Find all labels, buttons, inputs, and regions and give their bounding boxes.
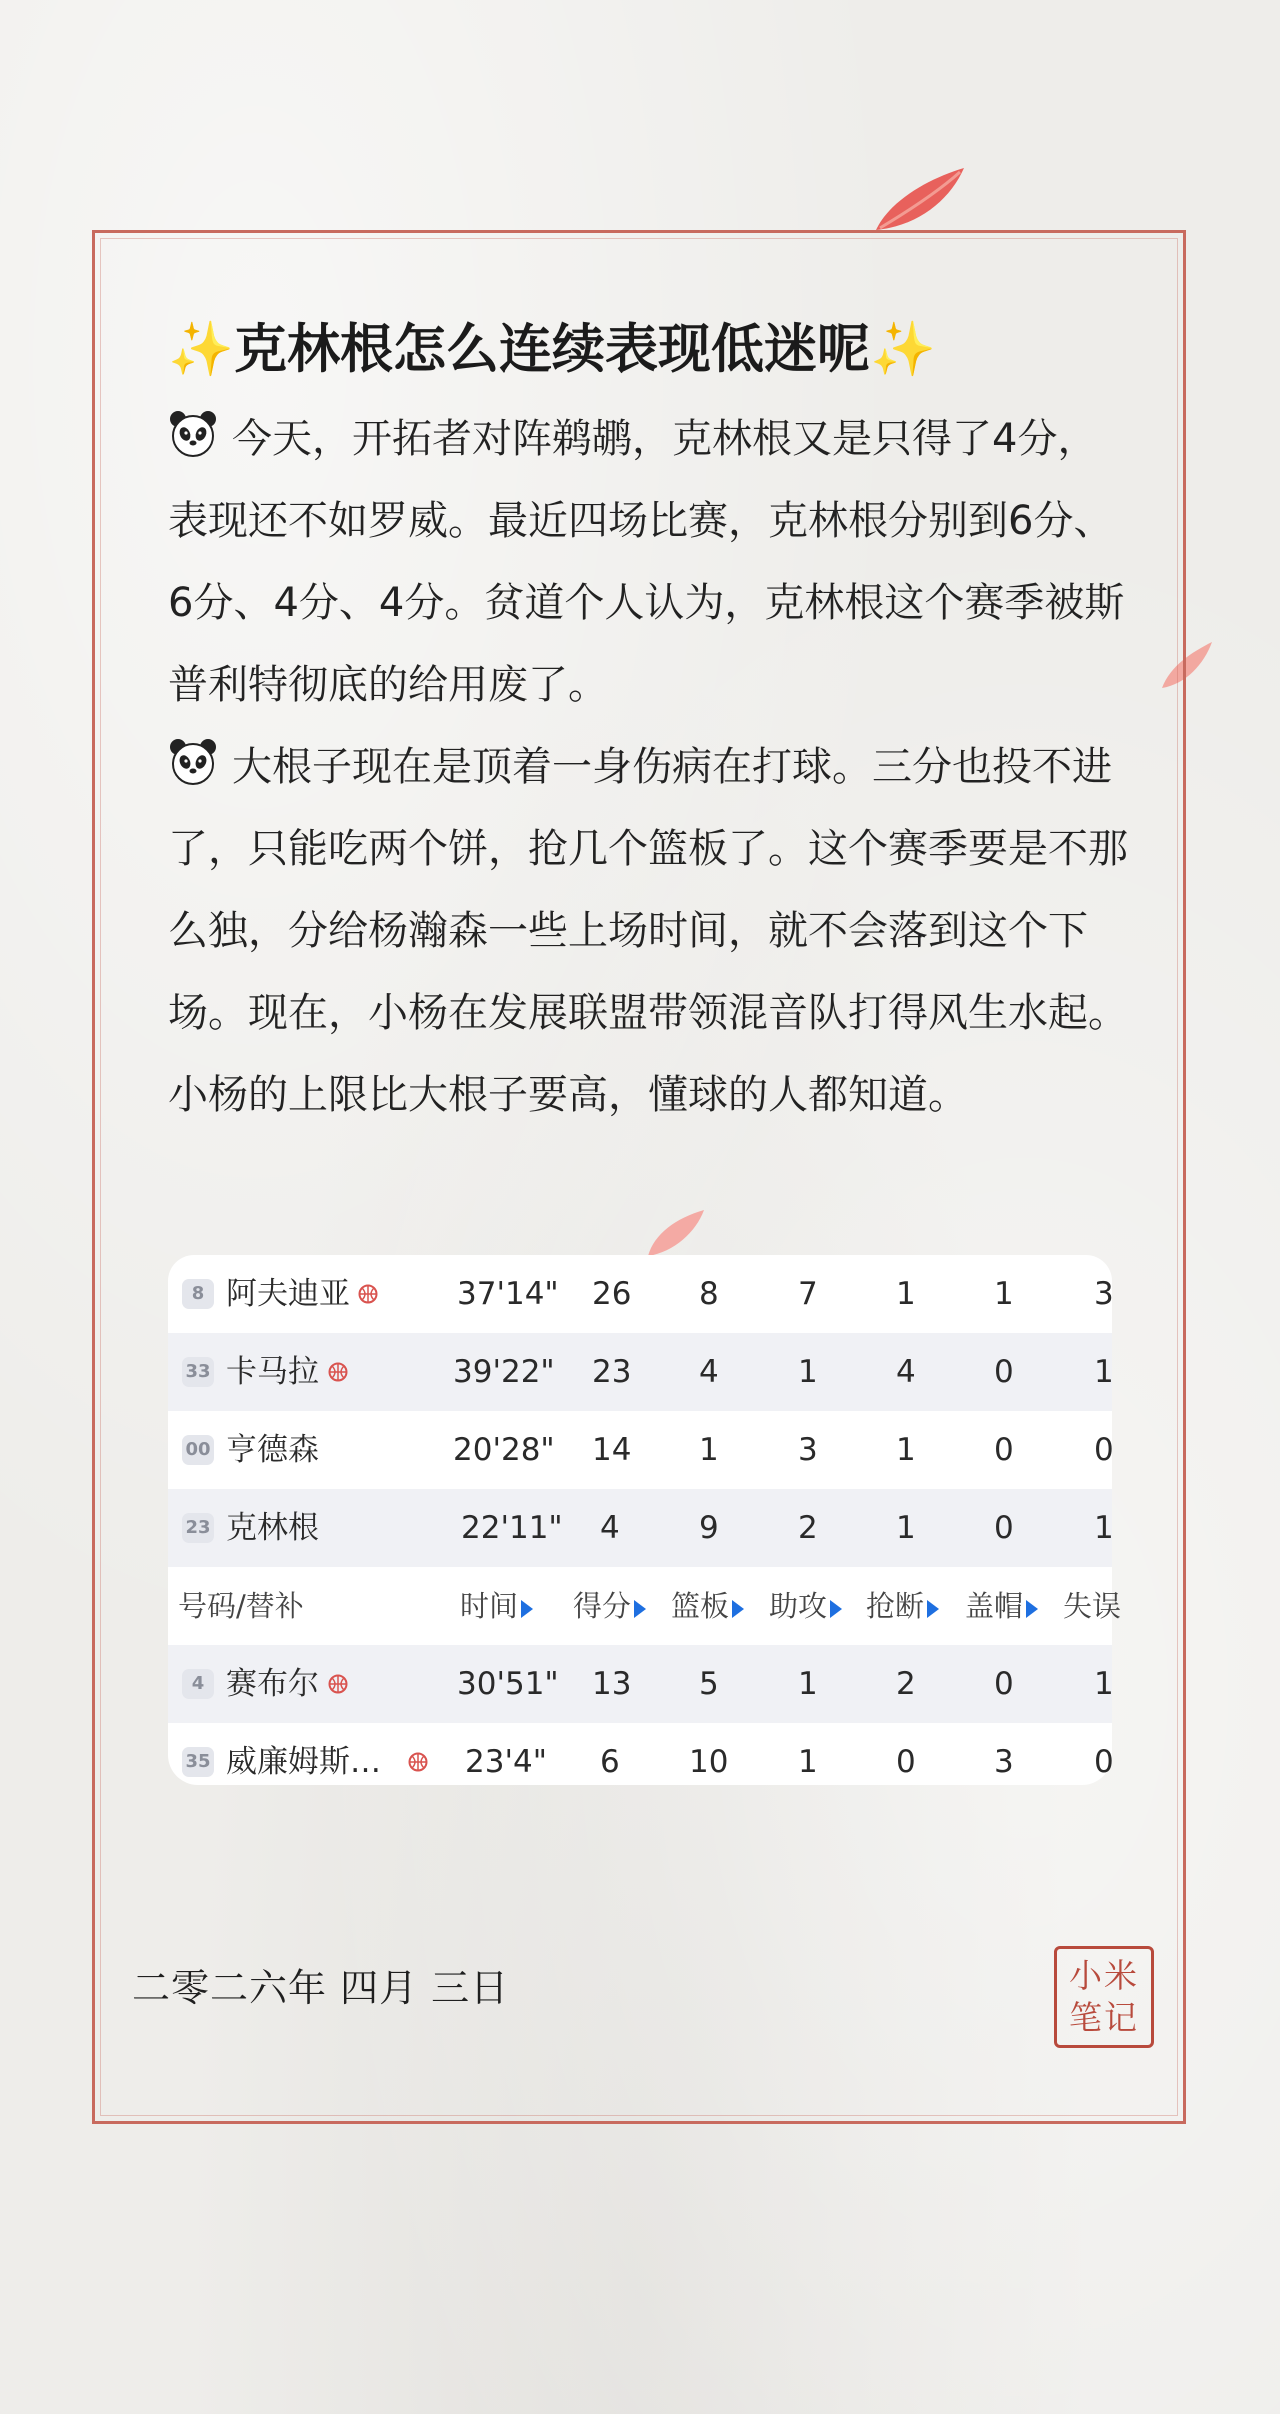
stat-steals: 1 xyxy=(896,1432,916,1468)
basketball-icon xyxy=(328,1674,348,1694)
stat-points: 6 xyxy=(600,1744,620,1780)
table-row xyxy=(168,1411,1112,1489)
table-row xyxy=(168,1723,1112,1801)
sort-steals-button[interactable] xyxy=(866,1567,939,1645)
player-name[interactable]: 威廉姆斯… xyxy=(226,1744,381,1780)
sort-arrow-icon xyxy=(521,1600,533,1618)
sort-rebounds-button[interactable] xyxy=(671,1567,744,1645)
sort-arrow-icon xyxy=(830,1600,842,1618)
stat-steals: 0 xyxy=(896,1744,916,1780)
paragraph-2-text: 大根子现在是顶着一身伤病在打球。三分也投不进了，只能吃两个饼，抢几个篮板了。这个赛季要是不那么独，分给杨瀚森一些上场时间，就不会落到这个下场。现在，小杨在发展联盟带领混音队打得风生水起。小杨的上限比大根子要高，懂球的人都知道。 xyxy=(168,744,1128,1118)
post-body xyxy=(168,398,1128,1136)
stat-turnovers: 0 xyxy=(1094,1432,1114,1468)
header-player: 号码/替补 xyxy=(178,1589,304,1623)
basketball-icon xyxy=(408,1752,428,1772)
sort-time-button[interactable] xyxy=(460,1567,533,1645)
stat-blocks: 1 xyxy=(994,1276,1014,1312)
sort-arrow-icon xyxy=(1026,1600,1038,1618)
basketball-icon xyxy=(328,1362,348,1382)
header-points: 得分 xyxy=(573,1589,632,1623)
sparkle-left-icon: ✨ xyxy=(168,319,234,380)
table-row xyxy=(168,1645,1112,1723)
basketball-icon xyxy=(358,1284,378,1304)
sort-blocks-button[interactable] xyxy=(965,1567,1038,1645)
stat-blocks: 0 xyxy=(994,1666,1014,1702)
header-time: 时间 xyxy=(460,1589,519,1623)
stat-rebounds: 9 xyxy=(699,1510,719,1546)
jersey-number: 8 xyxy=(182,1279,214,1309)
stat-steals: 1 xyxy=(896,1276,916,1312)
stat-assists: 3 xyxy=(798,1432,818,1468)
stat-turnovers: 1 xyxy=(1094,1354,1114,1390)
stat-turnovers: 0 xyxy=(1094,1744,1114,1780)
table-header-row xyxy=(168,1567,1122,1645)
header-rebounds: 篮板 xyxy=(671,1589,730,1623)
player-name[interactable]: 阿夫迪亚 xyxy=(226,1276,350,1312)
stat-rebounds: 8 xyxy=(699,1276,719,1312)
stat-turnovers: 1 xyxy=(1094,1666,1114,1702)
header-turnovers: 失误 xyxy=(1063,1589,1122,1623)
table-row xyxy=(168,1489,1112,1567)
stat-points: 13 xyxy=(592,1666,632,1702)
stat-assists: 7 xyxy=(798,1276,818,1312)
sort-arrow-icon xyxy=(634,1600,646,1618)
table-row xyxy=(168,1255,1112,1333)
paragraph-2 xyxy=(168,726,1128,1136)
stat-points: 14 xyxy=(592,1432,632,1468)
stat-points: 26 xyxy=(592,1276,632,1312)
sort-arrow-icon xyxy=(927,1600,939,1618)
panda-icon xyxy=(168,737,218,787)
stat-time: 39'22" xyxy=(453,1354,555,1390)
stat-assists: 1 xyxy=(798,1744,818,1780)
stat-assists: 1 xyxy=(798,1354,818,1390)
stat-rebounds: 4 xyxy=(699,1354,719,1390)
stat-assists: 1 xyxy=(798,1666,818,1702)
stat-time: 30'51" xyxy=(457,1666,559,1702)
sort-assists-button[interactable] xyxy=(769,1567,842,1645)
stat-time: 37'14" xyxy=(457,1276,559,1312)
paragraph-1-text: 今天，开拓者对阵鹈鹕，克林根又是只得了4分，表现还不如罗威。最近四场比赛，克林根分别到6分、6分、4分、4分。贫道个人认为，克林根这个赛季被斯普利特彻底的给用废了。 xyxy=(168,416,1125,708)
paragraph-1 xyxy=(168,398,1128,726)
stat-blocks: 0 xyxy=(994,1510,1014,1546)
stat-rebounds: 1 xyxy=(699,1432,719,1468)
post-title xyxy=(168,312,1128,388)
stat-steals: 2 xyxy=(896,1666,916,1702)
seal-line-2: 笔记 xyxy=(1069,1998,1139,2037)
header-blocks: 盖帽 xyxy=(965,1589,1024,1623)
petal-top-icon xyxy=(870,160,970,240)
stat-time: 23'4" xyxy=(465,1744,547,1780)
jersey-number: 33 xyxy=(182,1357,214,1387)
stat-rebounds: 5 xyxy=(699,1666,719,1702)
stat-time: 22'11" xyxy=(461,1510,563,1546)
sparkle-right-icon: ✨ xyxy=(870,319,936,380)
stat-points: 4 xyxy=(600,1510,620,1546)
stat-blocks: 0 xyxy=(994,1432,1014,1468)
stat-blocks: 0 xyxy=(994,1354,1014,1390)
player-name[interactable]: 亨德森 xyxy=(226,1432,319,1468)
seal-stamp xyxy=(1054,1946,1154,2048)
jersey-number: 00 xyxy=(182,1435,214,1465)
jersey-number: 23 xyxy=(182,1513,214,1543)
player-name[interactable]: 卡马拉 xyxy=(226,1354,319,1390)
header-steals: 抢断 xyxy=(866,1589,925,1623)
sort-arrow-icon xyxy=(732,1600,744,1618)
jersey-number: 35 xyxy=(182,1747,214,1777)
stat-time: 20'28" xyxy=(453,1432,555,1468)
stat-blocks: 3 xyxy=(994,1744,1014,1780)
seal-line-1: 小米 xyxy=(1069,1956,1139,1995)
stats-table xyxy=(168,1255,1122,1785)
header-assists: 助攻 xyxy=(769,1589,828,1623)
player-name[interactable]: 克林根 xyxy=(226,1510,319,1546)
stat-rebounds: 10 xyxy=(689,1744,729,1780)
sort-points-button[interactable] xyxy=(573,1567,646,1645)
title-text: 克林根怎么连续表现低迷呢 xyxy=(234,319,870,380)
stat-points: 23 xyxy=(592,1354,632,1390)
stat-steals: 4 xyxy=(896,1354,916,1390)
stat-assists: 2 xyxy=(798,1510,818,1546)
stat-turnovers: 1 xyxy=(1094,1510,1114,1546)
stat-steals: 1 xyxy=(896,1510,916,1546)
jersey-number: 4 xyxy=(182,1669,214,1699)
stat-turnovers: 3 xyxy=(1094,1276,1114,1312)
post-date: 二零二六年 四月 三日 xyxy=(132,1966,510,2010)
panda-icon xyxy=(168,409,218,459)
player-name[interactable]: 赛布尔 xyxy=(226,1666,319,1702)
table-row xyxy=(168,1333,1112,1411)
sort-turnovers-button[interactable] xyxy=(1063,1567,1121,1645)
